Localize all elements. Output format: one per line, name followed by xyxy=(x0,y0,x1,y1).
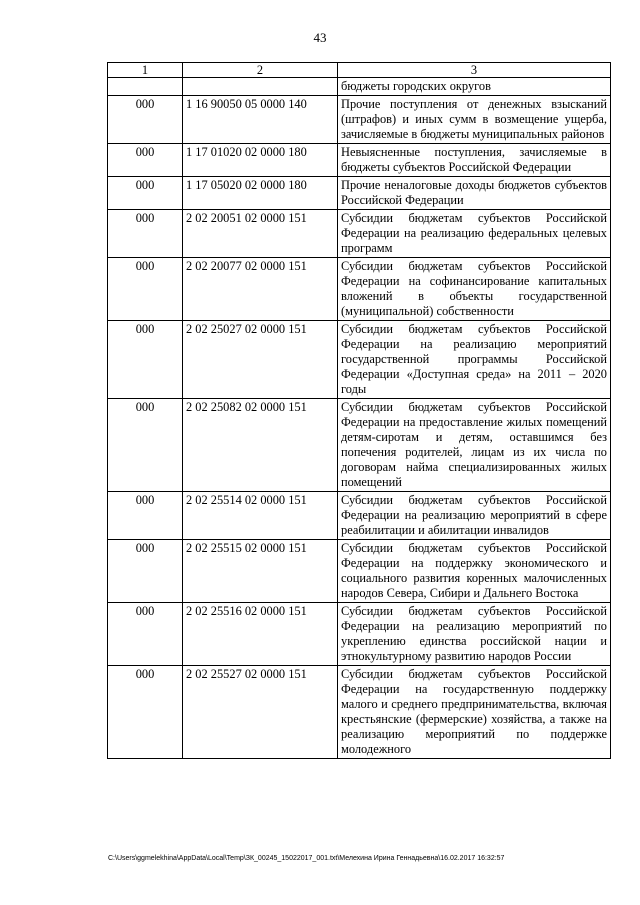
table-row xyxy=(108,666,611,759)
budget-classification-table xyxy=(107,62,611,759)
cell-kbk: 2 02 25527 02 0000 151 xyxy=(183,666,338,759)
cell-admin-code: 000 xyxy=(108,666,183,759)
cell-description: Субсидии бюджетам субъектов Российской Федерации на софинансирование капитальных вложений в объекты государственной (муниципальной) собственности xyxy=(338,258,611,321)
cell-description: Субсидии бюджетам субъектов Российской Федерации на реализацию федеральных целевых программ xyxy=(338,210,611,258)
column-header-3: 3 xyxy=(338,63,611,78)
cell-admin-code: 000 xyxy=(108,210,183,258)
cell-description: Невыясненные поступления, зачисляемые в бюджеты субъектов Российской Федерации xyxy=(338,144,611,177)
cell-admin-code: 000 xyxy=(108,96,183,144)
cell-description: Субсидии бюджетам субъектов Российской Федерации на реализацию мероприятий по укреплению единства российской нации и этнокультурному развитию народов России xyxy=(338,603,611,666)
cell-kbk: 2 02 25516 02 0000 151 xyxy=(183,603,338,666)
cell-admin-code: 000 xyxy=(108,258,183,321)
table-header-row xyxy=(108,63,611,78)
cell-kbk: 2 02 20077 02 0000 151 xyxy=(183,258,338,321)
file-path-footer: C:\Users\ggmelekhina\AppData\Local\Temp\ЗК_00245_15022017_001.txt\Мелехина Ирина Геннадьевна\16.02.2017 16:32:57 xyxy=(108,855,505,862)
cell-kbk: 1 16 90050 05 0000 140 xyxy=(183,96,338,144)
cell-description: бюджеты городских округов xyxy=(338,78,611,96)
cell-description: Субсидии бюджетам субъектов Российской Федерации на реализацию мероприятий в сфере реабилитации и абилитации инвалидов xyxy=(338,492,611,540)
table-row xyxy=(108,540,611,603)
cell-admin-code: 000 xyxy=(108,144,183,177)
cell-description: Прочие поступления от денежных взысканий (штрафов) и иных сумм в возмещение ущерба, зачисляемые в бюджеты муниципальных районов xyxy=(338,96,611,144)
table-row xyxy=(108,210,611,258)
cell-admin-code: 000 xyxy=(108,321,183,399)
cell-kbk: 2 02 25027 02 0000 151 xyxy=(183,321,338,399)
table-row xyxy=(108,492,611,540)
cell-admin-code: 000 xyxy=(108,603,183,666)
table-row xyxy=(108,144,611,177)
cell-kbk: 2 02 20051 02 0000 151 xyxy=(183,210,338,258)
cell-kbk-empty xyxy=(183,78,338,96)
table-row xyxy=(108,321,611,399)
cell-kbk: 1 17 01020 02 0000 180 xyxy=(183,144,338,177)
cell-admin-code: 000 xyxy=(108,177,183,210)
cell-kbk: 2 02 25515 02 0000 151 xyxy=(183,540,338,603)
cell-admin-code: 000 xyxy=(108,540,183,603)
table-row xyxy=(108,258,611,321)
column-header-2: 2 xyxy=(183,63,338,78)
table-row xyxy=(108,399,611,492)
cell-description: Прочие неналоговые доходы бюджетов субъектов Российской Федерации xyxy=(338,177,611,210)
cell-kbk: 2 02 25082 02 0000 151 xyxy=(183,399,338,492)
table-row xyxy=(108,177,611,210)
cell-admin-code: 000 xyxy=(108,399,183,492)
column-header-1: 1 xyxy=(108,63,183,78)
cell-description: Субсидии бюджетам субъектов Российской Федерации на предоставление жилых помещений детям-сиротам и детям, оставшимся без попечения родителей, лицам из их числа по договорам найма специализированных жилых помещений xyxy=(338,399,611,492)
cell-code-empty xyxy=(108,78,183,96)
cell-description: Субсидии бюджетам субъектов Российской Федерации на поддержку экономического и социального развития коренных малочисленных народов Севера, Сибири и Дальнего Востока xyxy=(338,540,611,603)
table-row-continuation xyxy=(108,78,611,96)
page-number: 43 xyxy=(313,30,327,45)
cell-admin-code: 000 xyxy=(108,492,183,540)
cell-description: Субсидии бюджетам субъектов Российской Федерации на реализацию мероприятий государственной программы Российской Федерации «Доступная среда» на 2011 – 2020 годы xyxy=(338,321,611,399)
cell-kbk: 1 17 05020 02 0000 180 xyxy=(183,177,338,210)
cell-description: Субсидии бюджетам субъектов Российской Федерации на государственную поддержку малого и среднего предпринимательства, включая крестьянские (фермерские) хозяйства, а также на реализацию мероприятий по поддержке молодежного xyxy=(338,666,611,759)
table-row xyxy=(108,96,611,144)
table-row xyxy=(108,603,611,666)
cell-kbk: 2 02 25514 02 0000 151 xyxy=(183,492,338,540)
